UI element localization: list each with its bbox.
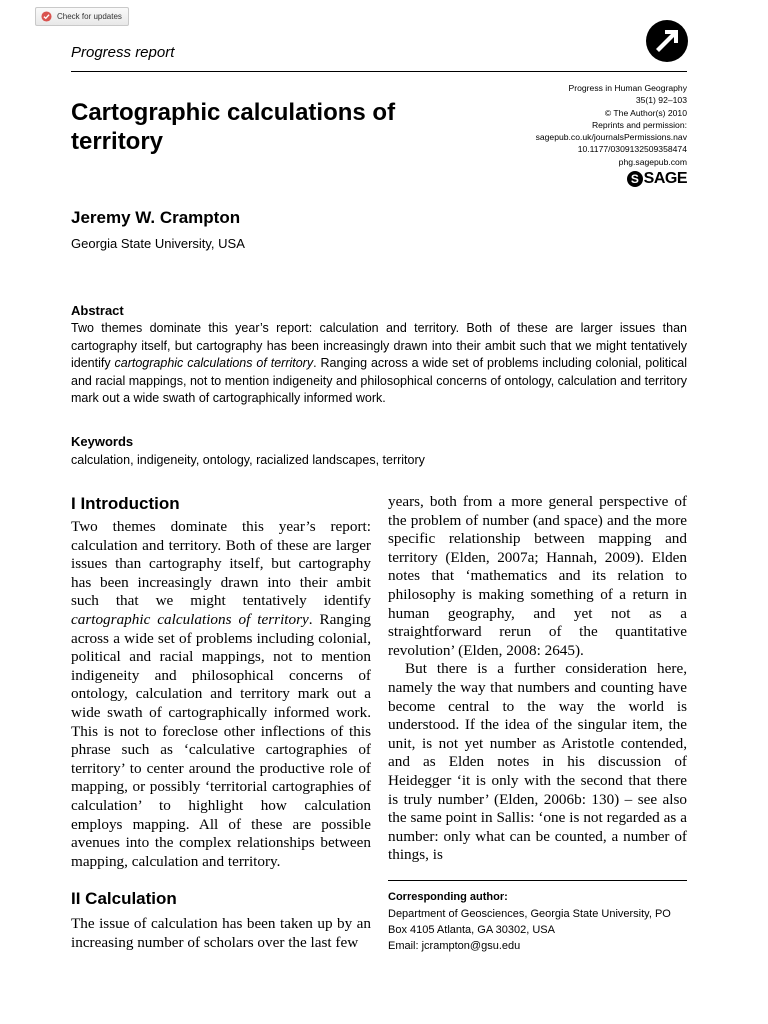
journal-volume: 35(1) 92–103 [635,95,687,106]
journal-website[interactable]: phg.sagepub.com [618,156,687,167]
calculation-paragraph: The issue of calculation has been taken up by an increasing number of scholars over the last few [71,915,371,951]
journal-doi[interactable]: 10.1177/0309132509358474 [577,144,687,155]
abstract-text [71,320,687,408]
article-title: Cartographic calculations of territory [71,99,396,155]
header-divider [71,71,687,72]
abstract-heading: Abstract [71,303,124,318]
check-updates-label: Check for updates [57,12,122,21]
corresponding-address-line: Department of Geosciences, Georgia State University, PO [388,908,671,920]
journal-arrow-logo-icon [646,20,688,62]
intro-emphasis: cartographic calculations of territory [71,610,309,628]
journal-permissions-link[interactable]: sagepub.co.uk/journalsPermissions.nav [535,132,687,143]
right-column-paragraph: years, both from a more general perspective of the problem of number (and space) and the more specific relationship between mapping and territory (Elden, 2007a; Hannah, 2009). Elden notes that ‘mathematics and its relation to philosophy is making something of a return in human geography, and yet not as a straightforward rerun of the quantitative revolution’ (Elden, 2008: 2645). [388,493,687,659]
author-affiliation: Georgia State University, USA [71,236,245,251]
journal-copyright: © The Author(s) 2010 [604,107,687,118]
abstract-text-part: . Ranging across a wide set of problems including colonial, political and racial mappings, not to mention indigeneity and philosophical concerns of ontology, calculation and territory mark out a wide swath of cartographically informed work. [71,356,687,406]
check-for-updates-button[interactable] [35,7,129,26]
journal-reprints: Reprints and permission: [591,119,687,130]
calculation-heading: II Calculation [71,889,177,908]
footnote-divider [388,880,687,881]
right-column-paragraph: But there is a further consideration here, namely the way that numbers and counting have become central to the way the world is understood. If the idea of the singular item, the unit, is not yet number as Aristotle contended, and as Elden notes in his discussion of Heidegger ‘it is only with the second that there is truly number’ (Elden, 2006b: 130) – see also the same point in Sallis: ‘one is not regarded as a number: only what can be counted, a number of things, is [388,660,687,864]
abstract-emphasis: cartographic calculations of territory [114,356,314,371]
keywords-heading: Keywords [71,434,134,449]
abstract-text-part: Two themes dominate this year’s report: calculation and territory. Both of these are larger issues than cartography itself, but cartography has been increasingly drawn into their ambit such that we might tentatively identify [71,321,687,371]
author-name: Jeremy W. Crampton [71,208,241,227]
sage-logo-icon: S [627,171,643,187]
right-column-body [388,493,687,865]
keywords-list: calculation, indigeneity, ontology, racialized landscapes, territory [71,453,425,467]
journal-info [536,82,687,168]
introduction-body [71,518,371,871]
introduction-paragraph [71,518,371,871]
section-label: Progress report [71,44,175,61]
journal-name: Progress in Human Geography [568,83,687,93]
sage-logo [627,170,687,188]
corresponding-author-heading: Corresponding author: [388,891,508,903]
calculation-body [71,915,371,952]
corresponding-author-details [388,906,688,954]
corresponding-email[interactable]: Email: jcrampton@gsu.edu [388,940,521,952]
check-updates-icon [41,11,52,22]
sage-logo-text: SAGE [643,170,687,187]
intro-text-part: . Ranging across a wide set of problems including colonial, political and racial mappings, not to mention indigeneity and philosophical concerns of ontology, calculation and territory mark out a wide swath of cartographically informed work. This is not to foreclose other inflections of this phrase such as ‘calculative cartographies of territory’ to center around the productive role of mapping, or possibly ‘territorial cartographies of calculation’ to highlight how calculation employs mapping. All of these are possible avenues into the complex relationships between mapping, calculation and territory. [71,610,372,870]
introduction-heading: I Introduction [71,494,180,513]
intro-text-part: Two themes dominate this year’s report: calculation and territory. Both of these are larger issues than cartography itself, but cartography has been increasingly drawn into their ambit such that we might tentatively identify [71,518,371,610]
corresponding-address-line: Box 4105 Atlanta, GA 30302, USA [388,924,555,936]
